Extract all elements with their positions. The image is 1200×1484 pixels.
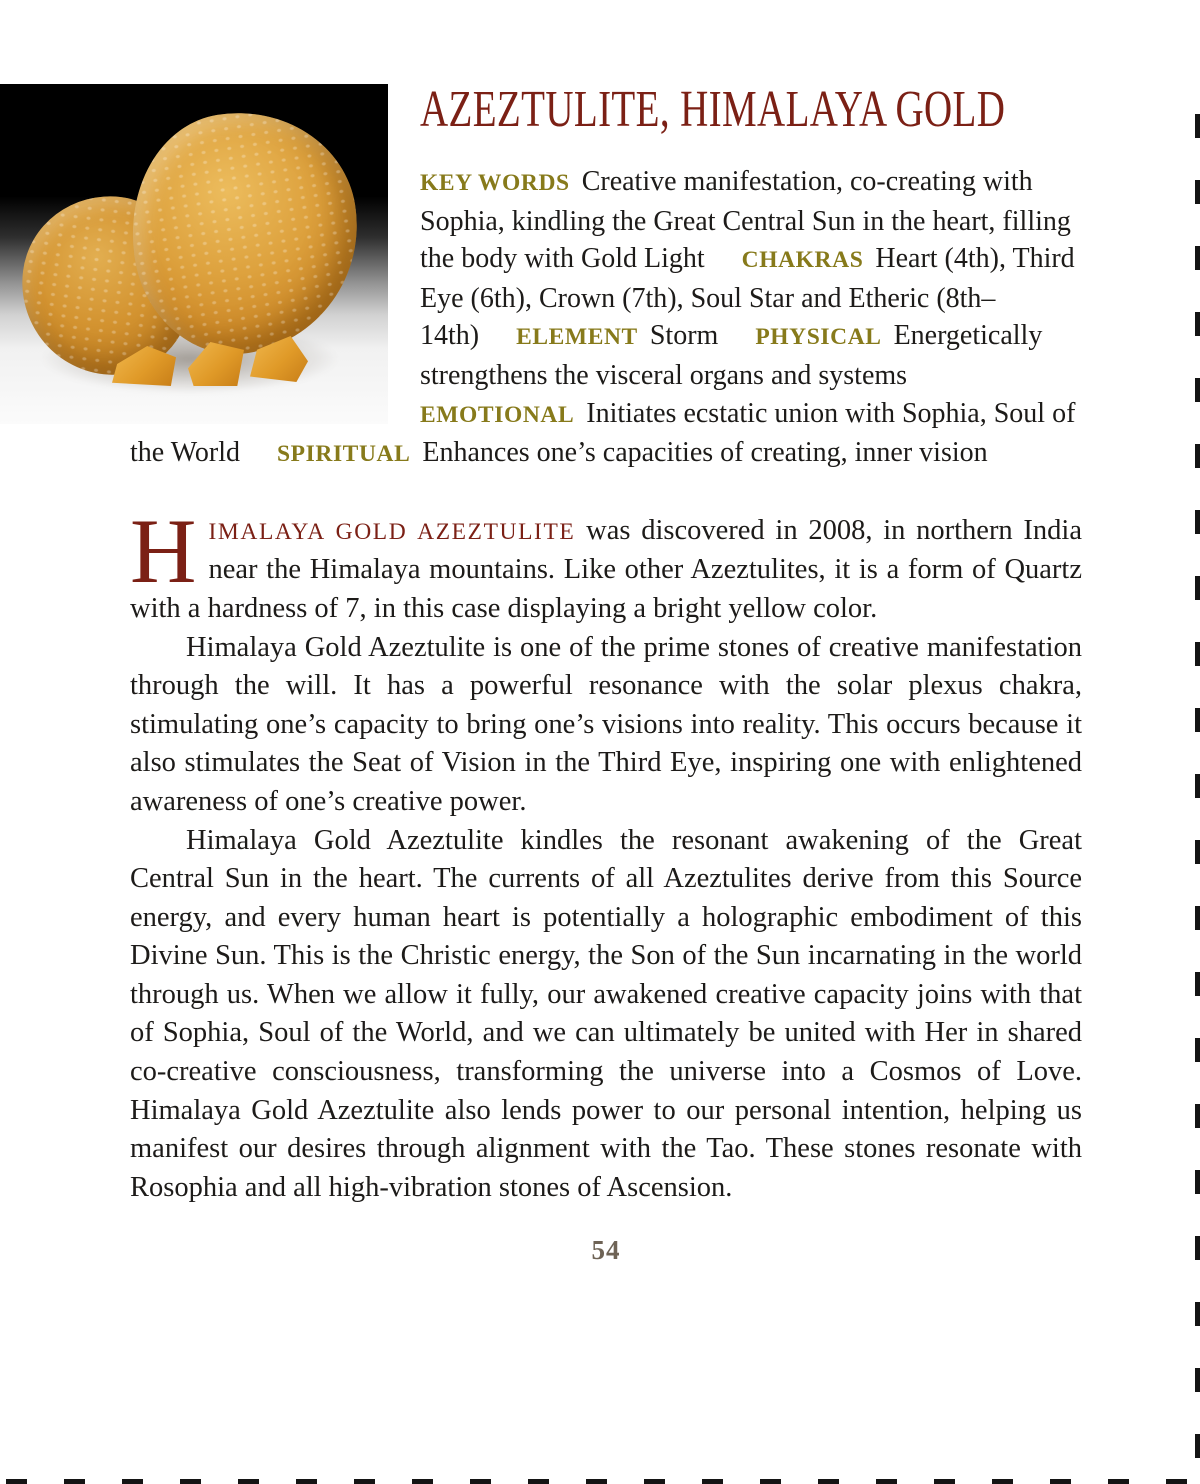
property-label: KEY WORDS — [420, 170, 570, 196]
scan-edge-marks-right — [1195, 114, 1200, 1479]
property-spiritual — [277, 437, 988, 468]
property-label: PHYSICAL — [755, 324, 882, 351]
property-label: ELEMENT — [516, 324, 638, 351]
paragraph-2: Himalaya Gold Azeztulite is one of the prime stones of creative manifestation through the will. It has a powerful resonance with the solar plexus chakra, stimulating one’s capacity to bring one’s visions into reality. This occurs because it also stimulates the Seat of Vision in the Third Eye, inspiring one with enlightened awareness of one’s creative power. — [130, 631, 1082, 817]
property-value: Heart (4th), Third Eye (6th), Crown (7th), Soul Star and Etheric (8th–14th) — [420, 243, 1075, 352]
page-title-text: AZEZTULITE, HIMALAYA GOLD — [420, 81, 1006, 138]
stone-photo — [0, 84, 388, 424]
property-label: EMOTIONAL — [420, 401, 575, 428]
property-element — [516, 320, 718, 351]
page-number: 54 — [591, 1235, 621, 1266]
property-label: SPIRITUAL — [277, 441, 411, 468]
lead-in-small-caps: IMALAYA GOLD AZEZTULITE — [208, 518, 576, 545]
book-page — [0, 81, 1200, 1266]
article-body — [130, 499, 1082, 1208]
property-value: Energetically strengthens the visceral organs and systems — [420, 320, 1043, 391]
drop-cap: H — [130, 499, 197, 602]
paragraph-3: Himalaya Gold Azeztulite kindles the resonant awakening of the Great Central Sun in the heart. The currents of all Azeztulites derive from this Source energy, and every human heart is potentially a holographic embodiment of this Divine Sun. This is the Christic energy, the Son of the Sun incarnating in the world through us. When we allow it fully, our awakened creative capacity joins with that of Sophia, Soul of the World, and we can ultimately be united with Her in shared co-creative consciousness, transforming the universe into a Cosmos of Love. Himalaya Gold Azeztulite also lends power to our personal intention, helping us manifest our desires through alignment with the Tao. These stones resonate with Rosophia and all high-vibration stones of Ascension. — [130, 824, 1082, 1203]
scan-edge-marks-bottom — [6, 1479, 1196, 1484]
paragraph-1-text: was discovered in 2008, in northern India near the Himalaya mountains. Like other Azeztulites, it is a form of Quartz with a hardness of 7, in this case displaying a bright yellow color. — [130, 514, 1082, 624]
property-value: Creative manifestation, co-creating with Sophia, kindling the Great Central Sun in the heart, filling the body with Gold Light — [420, 166, 1071, 275]
property-value: Enhances one’s capacities of creating, inner vision — [422, 437, 988, 469]
paragraph-1 — [130, 499, 1082, 629]
property-value: Initiates ecstatic union with Sophia, Soul of the World — [130, 397, 1076, 469]
property-physical — [420, 320, 1042, 391]
property-value: Storm — [649, 320, 719, 352]
property-label: CHAKRAS — [741, 247, 864, 274]
